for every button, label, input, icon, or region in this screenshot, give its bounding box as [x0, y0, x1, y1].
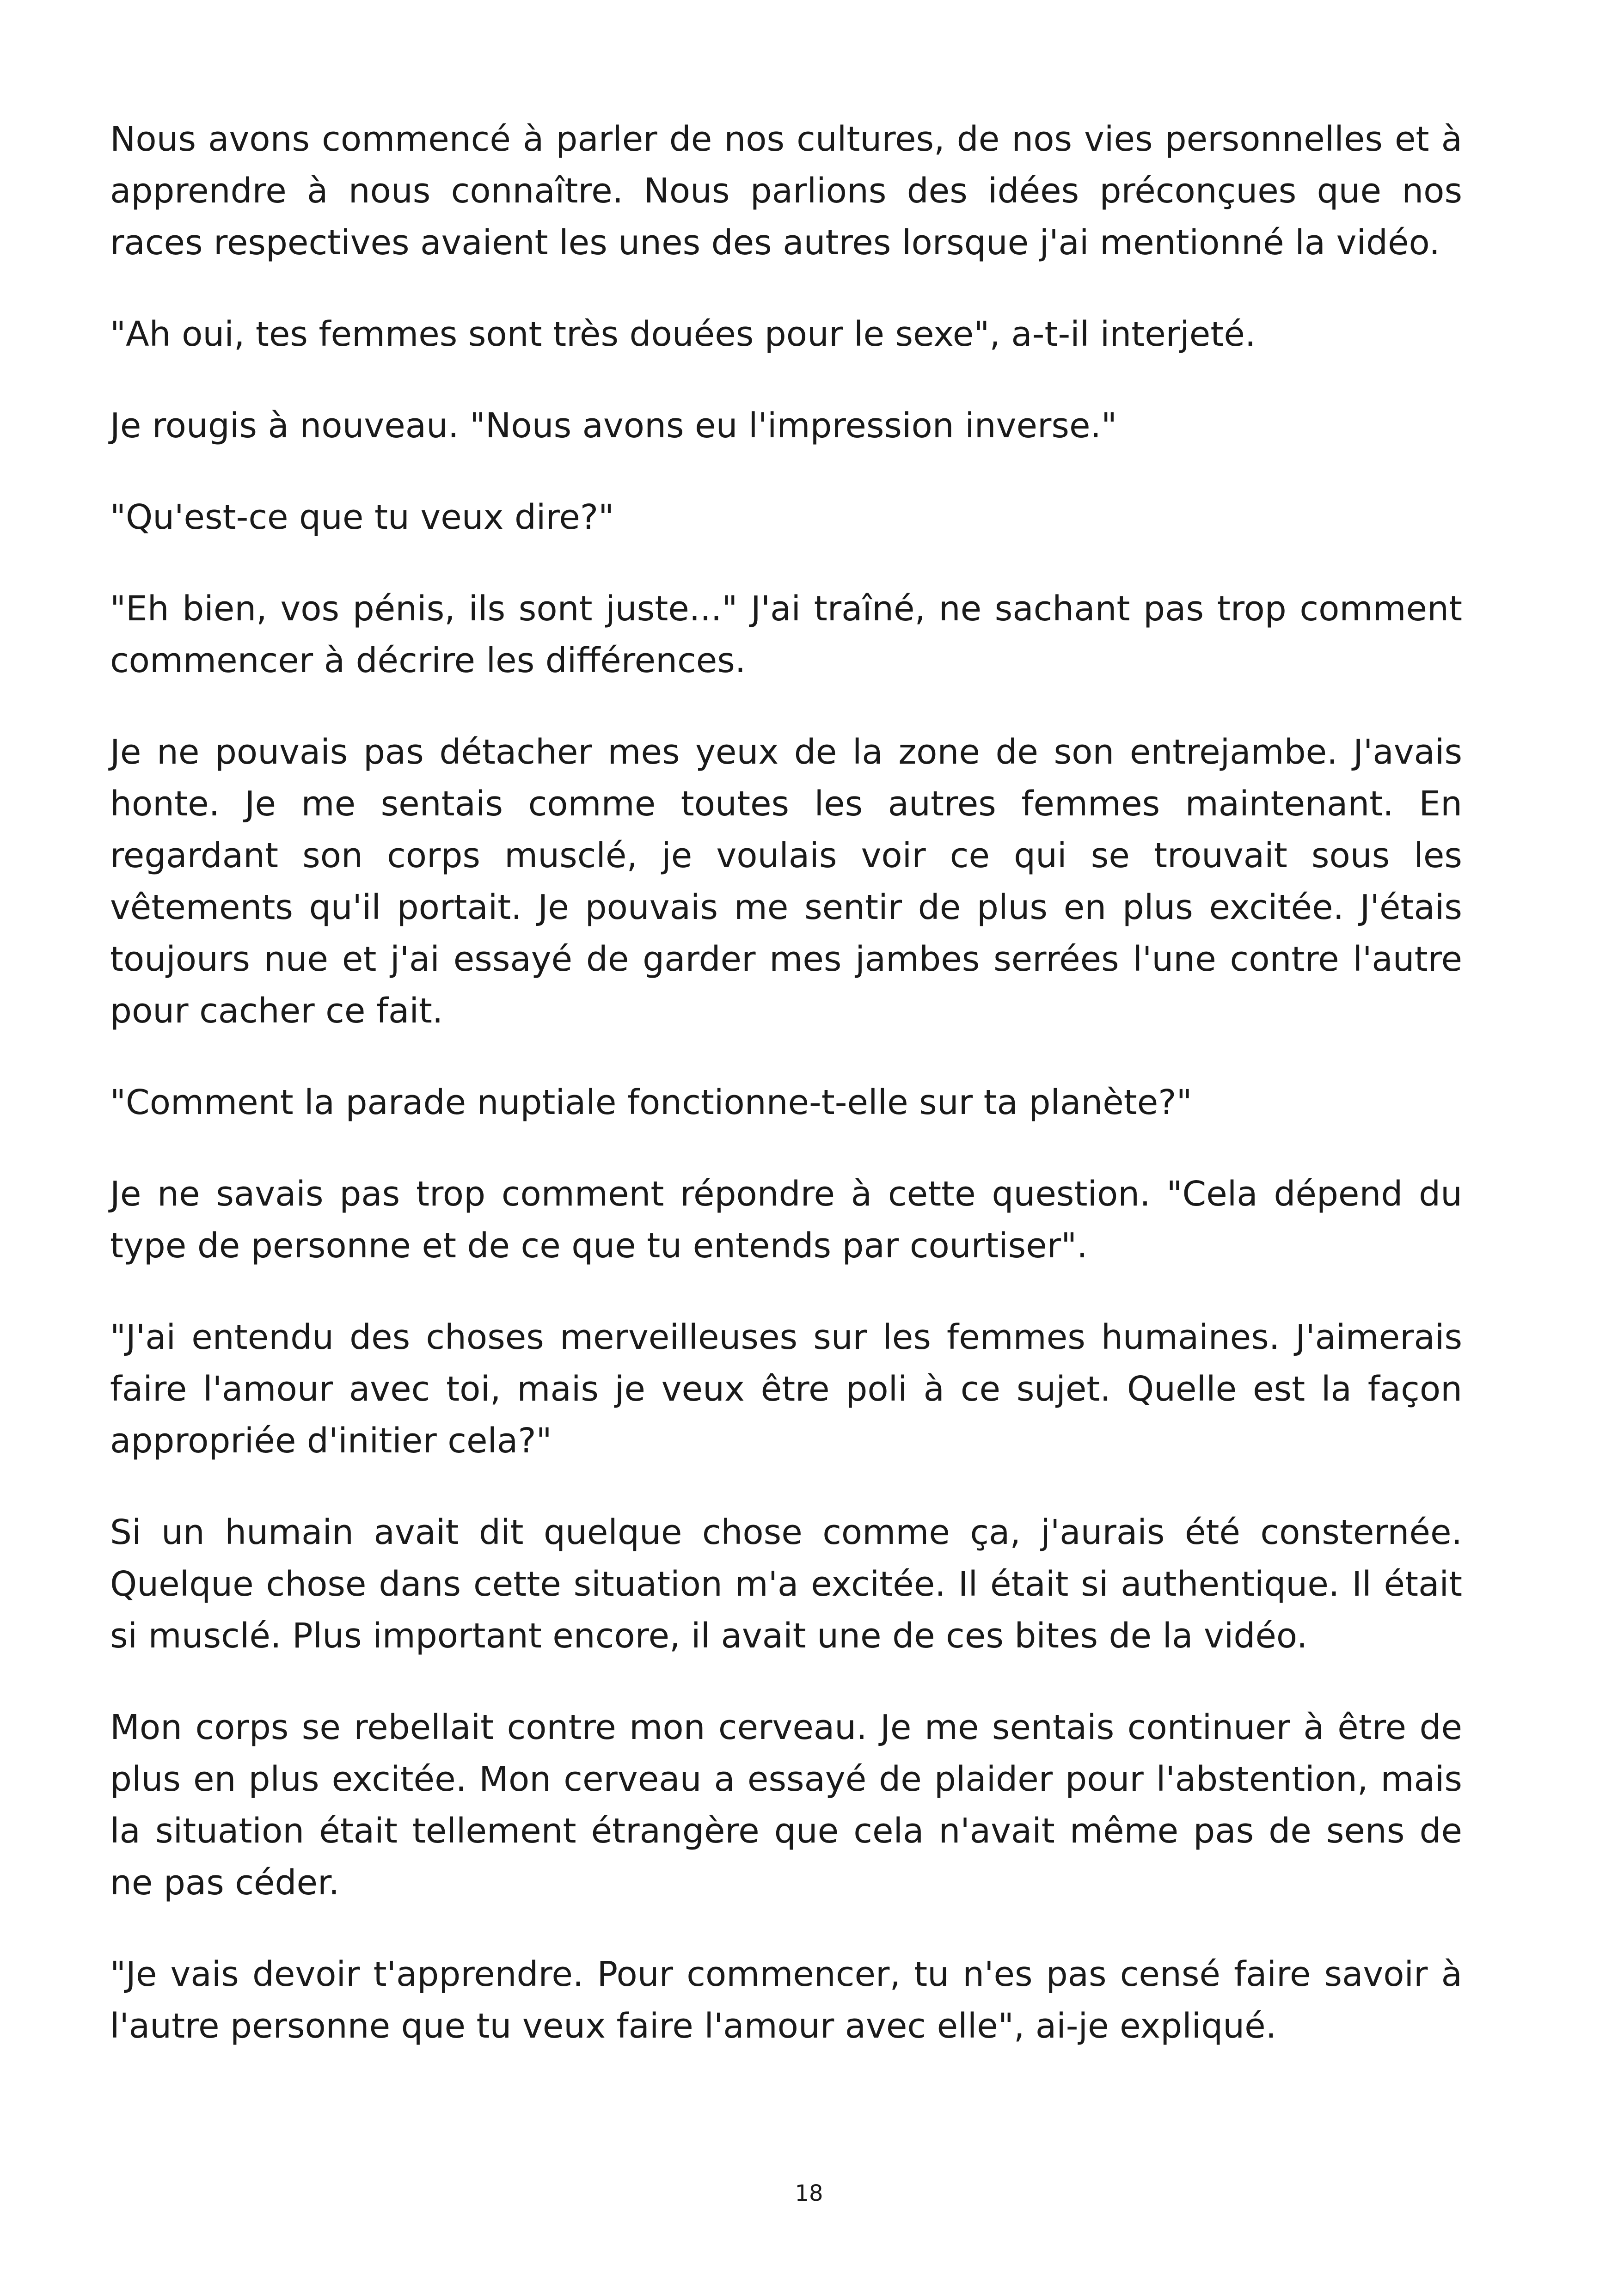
- paragraph-8: Je ne savais pas trop comment répondre à cette question. "Cela dépend du type de personne et de ce que tu entends par courtiser".: [110, 1174, 1462, 1266]
- paragraph-3: Je rougis à nouveau. "Nous avons eu l'impression inverse.": [110, 406, 1117, 446]
- paragraph-2: "Ah oui, tes femmes sont très douées pour le sexe", a-t-il interjeté.: [110, 314, 1256, 354]
- body-text: [110, 113, 1462, 2092]
- paragraph-10: Si un humain avait dit quelque chose comme ça, j'aurais été consternée. Quelque chose dans cette situation m'a excitée. Il était si authentique. Il était si musclé. Plus important encore, il avait une de ces bites de la vidéo.: [110, 1512, 1462, 1656]
- paragraph-5: "Eh bien, vos pénis, ils sont juste..." J'ai traîné, ne sachant pas trop comment commencer à décrire les différences.: [110, 589, 1462, 680]
- paragraph-7: "Comment la parade nuptiale fonctionne-t-elle sur ta planète?": [110, 1083, 1192, 1122]
- paragraph-12: "Je vais devoir t'apprendre. Pour commencer, tu n'es pas censé faire savoir à l'autre personne que tu veux faire l'amour avec elle", ai-je expliqué.: [110, 1954, 1462, 2046]
- paragraph-6: Je ne pouvais pas détacher mes yeux de la zone de son entrejambe. J'avais honte. Je me sentais comme toutes les autres femmes maintenant. En regardant son corps musclé, je voulais voir ce qui se trouvait sous les vêtements qu'il portait. Je pouvais me sentir de plus en plus excitée. J'étais toujours nue et j'ai essayé de garder mes jambes serrées l'une contre l'autre pour cacher ce fait.: [110, 732, 1462, 1031]
- paragraph-9: "J'ai entendu des choses merveilleuses sur les femmes humaines. J'aimerais faire l'amour avec toi, mais je veux être poli à ce sujet. Quelle est la façon appropriée d'initier cela?": [110, 1317, 1462, 1461]
- paragraph-11: Mon corps se rebellait contre mon cerveau. Je me sentais continuer à être de plus en plus excitée. Mon cerveau a essayé de plaider pour l'abstention, mais la situation était tellement étrangère que cela n'avait même pas de sens de ne pas céder.: [110, 1708, 1462, 1903]
- paragraph-4: "Qu'est-ce que tu veux dire?": [110, 497, 614, 537]
- page-number: 18: [795, 2180, 823, 2206]
- paragraph-1: Nous avons commencé à parler de nos cultures, de nos vies personnelles et à apprendre à nous connaître. Nous parlions des idées préconçues que nos races respectives avaient les unes des autres lorsque j'ai mentionné la vidéo.: [110, 119, 1462, 263]
